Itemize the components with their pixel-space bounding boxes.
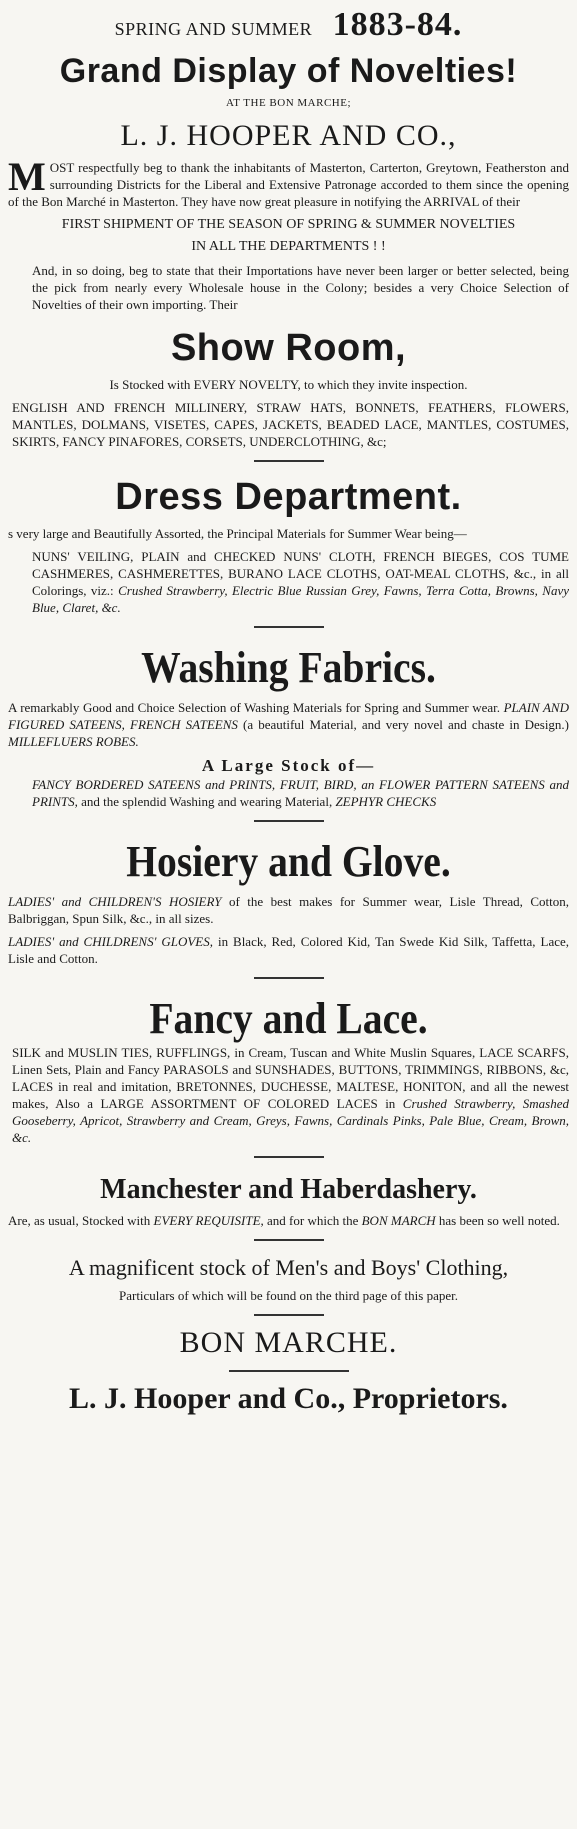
- hosiery-heading: Hosiery and Glove.: [126, 837, 451, 886]
- washing-robes: MILLEFLUERS ROBES.: [8, 734, 139, 749]
- dress-list: [8, 548, 569, 616]
- footer-proprietors: L. J. Hooper and Co., Proprietors.: [69, 1382, 508, 1415]
- divider: [229, 1370, 349, 1372]
- drop-cap: M: [8, 154, 46, 199]
- divider: [254, 1314, 324, 1316]
- manchester-text-1: Are, as usual, Stocked with: [8, 1213, 151, 1228]
- washing-zephyr: ZEPHYR CHECKS: [335, 794, 437, 809]
- shipment-line-2: IN ALL THE DEPARTMENTS ! !: [191, 239, 386, 254]
- fancy-colors: Crushed Strawberry, Smashed Gooseberry, Apricot, Strawberry and Cream, Greys, Fawns, Cardinals Pinks, Pale Blue, Cream, Brown, &c.: [12, 1096, 570, 1145]
- dress-heading: Dress Department.: [115, 476, 462, 518]
- washing-lead: [8, 699, 569, 750]
- season-label: SPRING AND SUMMER: [114, 19, 313, 39]
- gloves-desc: in Black, Red, Colored Kid, Tan Swede Kid Silk, Taffetta, Lace, Lisle and Cotton.: [8, 934, 570, 966]
- fancy-text: [8, 1044, 569, 1146]
- intro-paragraph: [8, 154, 569, 210]
- manchester-bon: BON MARCH: [361, 1213, 436, 1228]
- manchester-text-2: and for which the: [267, 1213, 359, 1228]
- clothing-note: Particulars of which will be found on the third page of this paper.: [118, 1288, 458, 1303]
- dress-materials: NUNS' VEILING, PLAIN and CHECKED NUNS' CLOTH, FRENCH BIEGES, COS TUME CASHMERES, CASHMERETTES, BURANO LACE CLOTHS, OAT-MEAL CLOTHS, &c., in all Colorings, viz.:: [32, 549, 569, 598]
- banner-title: Grand Display of Novelties!: [59, 52, 518, 90]
- dress-colors: Crushed Strawberry, Electric Blue Russian Grey, Fawns, Terra Cotta, Browns, Navy Blue, Claret, &c.: [32, 583, 570, 615]
- divider: [254, 626, 324, 628]
- intro-text: OST respectfully beg to thank the inhabitants of Masterton, Carterton, Greytown, Featherston and surrounding Districts for the Liberal and Extensive Patronage accorded to them since the opening of the Bon Marché in Masterton. They have now great pleasure in notifying the ARRIVAL of their: [8, 160, 569, 209]
- washing-sateens: PLAIN AND FIGURED SATEENS, FRENCH SATEENS: [8, 700, 569, 732]
- hosiery-name: LADIES' and CHILDREN'S HOSIERY: [8, 894, 222, 909]
- dress-lead: s very large and Beautifully Assorted, the Principal Materials for Summer Wear being—: [8, 526, 467, 541]
- show-room-lead: Is Stocked with EVERY NOVELTY, to which they invite inspection.: [109, 377, 468, 392]
- fancy-items: SILK and MUSLIN TIES, RUFFLINGS, in Cream, Tuscan and White Muslin Squares, LACE SCARFS, Linen Sets, Plain and Fancy PARASOLS and SUNSHADES, BUTTONS, TRIMMINGS, RIBBONS, &c, LACES in real and imitation, BRETONNES, DUCHESSE, MALTESE, HONITON, and all the newest makes, Also a LARGE ASSORTMENT OF COLORED LACES in: [12, 1045, 569, 1111]
- show-room-heading: Show Room,: [170, 327, 407, 369]
- show-room-list: ENGLISH AND FRENCH MILLINERY, STRAW HATS, BONNETS, FEATHERS, FLOWERS, MANTLES, DOLMANS, VISETES, CAPES, JACKETS, BEADED LACE, MANTLES, COSTUMES, SKIRTS, FANCY PINAFORES, CORSETS, UNDERCLOTHING, &c;: [12, 400, 569, 449]
- clothing-heading: A magnificent stock of Men's and Boys' Clothing,: [68, 1255, 509, 1280]
- washing-fancy-tail: and the splendid Washing and wearing Material,: [81, 794, 333, 809]
- washing-fancy-items: FANCY BORDERED SATEENS and PRINTS, FRUIT, BIRD, an FLOWER PATTERN SATEENS and PRINTS,: [32, 777, 569, 809]
- footer-bon-marche: BON MARCHE.: [179, 1326, 398, 1359]
- season-heading: [8, 6, 569, 44]
- firm-name: L. J. HOOPER AND CO.,: [120, 119, 457, 152]
- washing-fancy: [8, 776, 569, 810]
- manchester-req: EVERY REQUISITE,: [153, 1213, 264, 1228]
- gloves-text: [8, 933, 569, 967]
- intro-more: And, in so doing, beg to state that their Importations have never been larger or better selected, being the pick from nearly every Wholesale house in the Colony; besides a very Choice Selection of Novelties of their own importing. Their: [32, 263, 569, 312]
- divider: [254, 1239, 324, 1241]
- gloves-name: LADIES' and CHILDRENS' GLOVES,: [8, 934, 213, 949]
- manchester-text: [8, 1212, 569, 1229]
- manchester-text-3: has been so well noted.: [438, 1213, 560, 1228]
- divider: [254, 820, 324, 822]
- season-year: 1883-84.: [332, 6, 463, 43]
- fancy-heading: Fancy and Lace.: [149, 994, 428, 1043]
- shipment-line-1: FIRST SHIPMENT OF THE SEASON OF SPRING & SUMMER NOVELTIES: [61, 217, 516, 232]
- washing-heading: Washing Fabrics.: [141, 643, 436, 692]
- divider: [254, 1156, 324, 1158]
- hosiery-text: [8, 893, 569, 927]
- divider: [254, 977, 324, 979]
- manchester-heading: Manchester and Haberdashery.: [100, 1174, 477, 1205]
- hosiery-desc: of the best makes for Summer wear, Lisle Thread, Cotton, Balbriggan, Spun Silk, &c., in all sizes.: [8, 894, 570, 926]
- washing-stock: A Large Stock of—: [201, 756, 376, 775]
- washing-sateens-note: (a beautiful Material, and very novel and chaste in Design.): [243, 717, 570, 732]
- divider: [254, 460, 324, 462]
- washing-lead-text: A remarkably Good and Choice Selection of Washing Materials for Spring and Summer wear.: [8, 700, 501, 715]
- location-line: AT THE BON MARCHE;: [225, 97, 352, 109]
